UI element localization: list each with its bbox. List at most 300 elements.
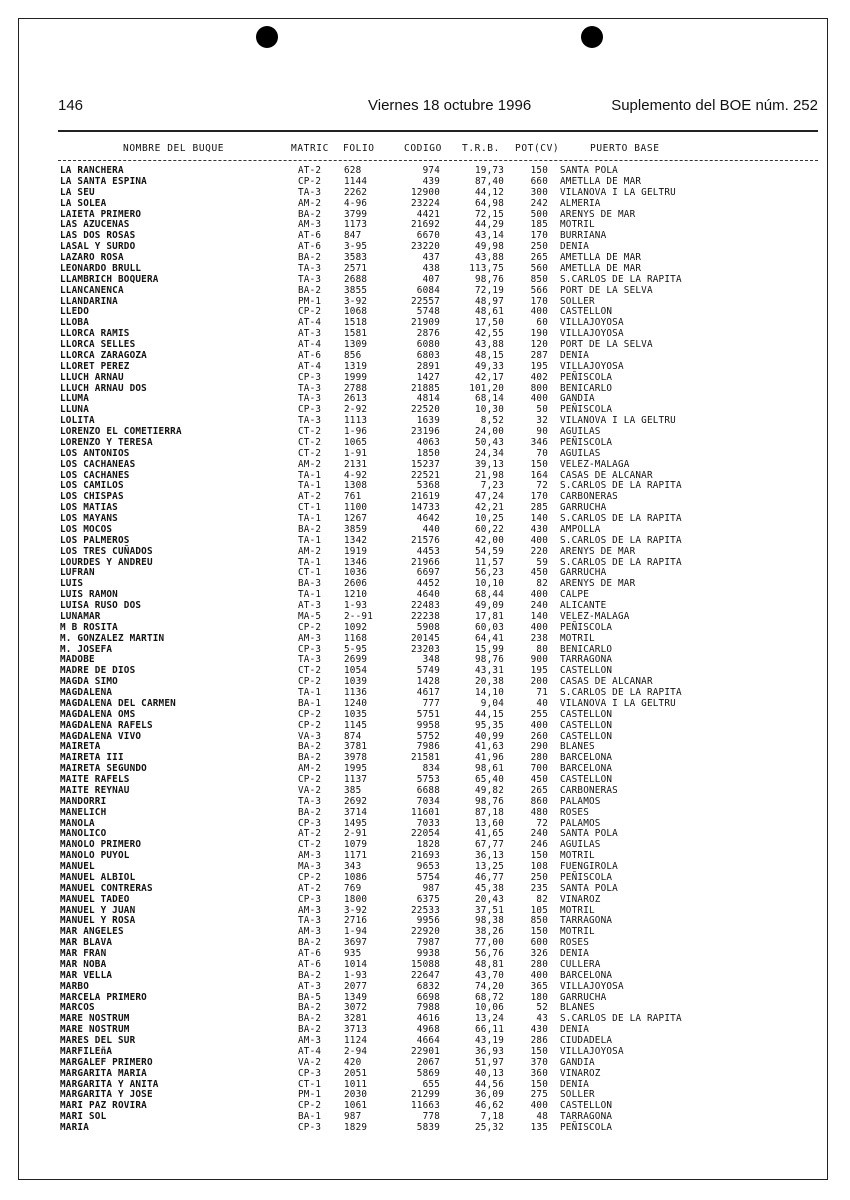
codigo-cell: 778: [422, 1111, 440, 1123]
folio-cell: 1518: [344, 317, 368, 329]
folio-cell: 1100: [344, 502, 368, 514]
vessel-name: LOS CHISPAS: [60, 491, 124, 503]
folio-cell: 1145: [344, 719, 368, 731]
codigo-cell: 6084: [416, 284, 440, 296]
table-row: [58, 982, 818, 993]
codigo-cell: 1428: [416, 676, 440, 688]
trb-cell: 113,75: [469, 262, 504, 274]
table-row: [58, 275, 818, 286]
table-row: [58, 286, 818, 297]
pot-cell: 286: [530, 1035, 548, 1046]
port-cell: CARBONERAS: [560, 491, 618, 503]
pot-cell: 246: [530, 839, 548, 851]
port-cell: VILLAJOYOSA: [560, 360, 624, 372]
vessel-name: MAGDALENA RAFELS: [60, 719, 153, 731]
matric-cell: AM-2: [298, 458, 322, 470]
matric-cell: AM-2: [298, 763, 322, 775]
matric-cell: AM-3: [298, 904, 322, 916]
trb-cell: 41,63: [475, 741, 504, 753]
trb-cell: 43,88: [475, 252, 504, 263]
codigo-cell: 9958: [416, 719, 440, 731]
codigo-cell: 6080: [416, 339, 440, 350]
pot-cell: 660: [530, 175, 548, 187]
vessel-name: M B ROSITA: [60, 621, 118, 633]
trb-cell: 49,98: [475, 241, 504, 253]
vessel-name: LLANDARINA: [60, 295, 118, 307]
pot-cell: 190: [530, 328, 548, 340]
folio-cell: 2-92: [344, 404, 368, 416]
port-cell: DENIA: [560, 1078, 589, 1090]
trb-cell: 42,21: [475, 502, 504, 514]
folio-cell: 2606: [344, 578, 368, 590]
vessel-name: LOS PALMEROS: [60, 534, 130, 546]
matric-cell: CT-2: [298, 839, 322, 851]
table-row: [58, 1069, 818, 1080]
trb-cell: 64,41: [475, 632, 504, 644]
vessel-name: LUISA RUSO DOS: [60, 600, 142, 611]
codigo-cell: 11663: [411, 1100, 440, 1112]
pot-cell: 300: [530, 186, 548, 198]
folio-cell: 1079: [344, 839, 368, 851]
folio-cell: 1342: [344, 534, 368, 546]
trb-cell: 10,10: [475, 578, 504, 590]
codigo-cell: 7986: [416, 741, 440, 753]
folio-cell: 420: [344, 1056, 362, 1068]
folio-cell: 1919: [344, 545, 368, 557]
folio-cell: 1-91: [344, 447, 368, 459]
trb-cell: 10,06: [475, 1002, 504, 1014]
table-row: [58, 808, 818, 819]
folio-cell: 1092: [344, 621, 368, 633]
port-cell: CASTELLON: [560, 774, 613, 785]
matric-cell: BA-5: [298, 991, 322, 1003]
table-row: [58, 884, 818, 895]
trb-cell: 44,12: [475, 186, 504, 198]
codigo-cell: 4616: [416, 1013, 440, 1025]
folio-cell: 2613: [344, 393, 368, 405]
codigo-cell: 4968: [416, 1024, 440, 1036]
port-cell: S.CARLOS DE LA RAPITA: [560, 1013, 682, 1025]
codigo-cell: 7988: [416, 1002, 440, 1014]
folio-cell: 1-93: [344, 600, 368, 611]
trb-cell: 56,76: [475, 948, 504, 959]
pot-cell: 400: [530, 534, 548, 546]
vessel-name: LLORCA SELLES: [60, 339, 136, 350]
matric-cell: AM-2: [298, 197, 322, 209]
port-cell: SANTA POLA: [560, 882, 618, 894]
codigo-cell: 11601: [411, 806, 440, 818]
port-cell: AMPOLLA: [560, 523, 601, 535]
codigo-cell: 655: [422, 1078, 440, 1090]
table-row: [58, 199, 818, 210]
trb-cell: 41,65: [475, 828, 504, 840]
trb-cell: 20,38: [475, 676, 504, 688]
pot-cell: 275: [530, 1089, 548, 1101]
matric-cell: CP-3: [298, 893, 322, 905]
vessel-name: LLORCA RAMIS: [60, 328, 130, 340]
folio-cell: 1144: [344, 175, 368, 187]
vessel-name: LAZARO ROSA: [60, 252, 124, 263]
codigo-cell: 5908: [416, 621, 440, 633]
port-cell: ALICANTE: [560, 600, 607, 611]
vessel-name: M. JOSEFA: [60, 643, 113, 655]
table-row: [58, 460, 818, 471]
trb-cell: 42,17: [475, 371, 504, 383]
folio-cell: 1349: [344, 991, 368, 1003]
folio-cell: 2--91: [344, 610, 373, 622]
matric-cell: AM-3: [298, 850, 322, 862]
matric-cell: MA-3: [298, 861, 322, 872]
matric-cell: AM-3: [298, 1035, 322, 1046]
trb-cell: 66,11: [475, 1024, 504, 1036]
folio-cell: 2077: [344, 980, 368, 992]
pot-cell: 850: [530, 915, 548, 927]
matric-cell: BA-2: [298, 284, 322, 296]
pot-cell: 120: [530, 339, 548, 350]
codigo-cell: 7034: [416, 795, 440, 807]
table-row: [58, 373, 818, 384]
trb-cell: 39,13: [475, 458, 504, 470]
pot-cell: 280: [530, 958, 548, 970]
port-cell: DENIA: [560, 349, 589, 361]
trb-cell: 42,00: [475, 534, 504, 546]
trb-cell: 87,18: [475, 806, 504, 818]
port-cell: BENICARLO: [560, 643, 613, 655]
codigo-cell: 23224: [411, 197, 440, 209]
table-row: [58, 1123, 818, 1134]
vessel-name: MARGARITA Y JOSE: [60, 1089, 153, 1101]
port-cell: PEÑISCOLA: [560, 871, 613, 883]
port-cell: PEÑISCOLA: [560, 436, 613, 448]
codigo-cell: 22533: [411, 904, 440, 916]
publication-title: Suplemento del BOE núm. 252: [611, 97, 818, 114]
codigo-cell: 2876: [416, 328, 440, 340]
vessel-name: LUIS RAMON: [60, 589, 118, 601]
codigo-cell: 4452: [416, 578, 440, 590]
codigo-cell: 2891: [416, 360, 440, 372]
codigo-cell: 974: [422, 165, 440, 176]
vessel-name: LLANCANENCA: [60, 284, 124, 296]
matric-cell: BA-2: [298, 252, 322, 263]
folio-cell: 3978: [344, 752, 368, 764]
matric-cell: CP-2: [298, 175, 322, 187]
matric-cell: CT-2: [298, 665, 322, 677]
port-cell: VELEZ-MALAGA: [560, 610, 630, 622]
trb-cell: 95,35: [475, 719, 504, 731]
vessel-name: MAR VELLA: [60, 969, 113, 981]
header-pot: POT(CV): [515, 143, 560, 154]
pot-cell: 170: [530, 491, 548, 503]
pot-cell: 52: [536, 1002, 548, 1014]
vessel-name: MANUEL: [60, 861, 95, 872]
pot-cell: 566: [530, 284, 548, 296]
pot-cell: 560: [530, 262, 548, 274]
port-cell: ALMERIA: [560, 197, 601, 209]
folio-cell: 1065: [344, 436, 368, 448]
matric-cell: PM-1: [298, 1089, 322, 1101]
codigo-cell: 15237: [411, 458, 440, 470]
folio-cell: 769: [344, 882, 362, 894]
codigo-cell: 21692: [411, 219, 440, 231]
vessel-name: LAIETA PRIMERO: [60, 208, 142, 220]
matric-cell: TA-1: [298, 469, 322, 481]
matric-cell: BA-2: [298, 1002, 322, 1014]
port-cell: VINAROZ: [560, 893, 601, 905]
port-cell: TARRAGONA: [560, 654, 613, 666]
folio-cell: 2-91: [344, 828, 368, 840]
codigo-cell: 4640: [416, 589, 440, 601]
folio-cell: 2716: [344, 915, 368, 927]
port-cell: PORT DE LA SELVA: [560, 339, 653, 350]
folio-cell: 2051: [344, 1067, 368, 1079]
codigo-cell: 4063: [416, 436, 440, 448]
trb-cell: 51,97: [475, 1056, 504, 1068]
matric-cell: CP-3: [298, 643, 322, 655]
matric-cell: AT-4: [298, 1045, 322, 1057]
trb-cell: 48,97: [475, 295, 504, 307]
pot-cell: 250: [530, 241, 548, 253]
matric-cell: CP-3: [298, 371, 322, 383]
matric-cell: TA-1: [298, 589, 322, 601]
codigo-cell: 22557: [411, 295, 440, 307]
port-cell: PEÑISCOLA: [560, 371, 613, 383]
matric-cell: TA-3: [298, 186, 322, 198]
port-cell: CASAS DE ALCANAR: [560, 676, 653, 688]
pot-cell: 600: [530, 937, 548, 949]
port-cell: DENIA: [560, 948, 589, 959]
port-cell: ARENYS DE MAR: [560, 578, 636, 590]
pot-cell: 850: [530, 273, 548, 285]
trb-cell: 36,93: [475, 1045, 504, 1057]
header-codigo: CODIGO: [404, 143, 442, 154]
trb-cell: 98,76: [475, 273, 504, 285]
codigo-cell: 439: [422, 175, 440, 187]
folio-cell: 343: [344, 861, 362, 872]
codigo-cell: 9956: [416, 915, 440, 927]
matric-cell: TA-1: [298, 687, 322, 698]
matric-cell: VA-2: [298, 1056, 322, 1068]
vessel-name: MAGDALENA DEL CARMEN: [60, 697, 176, 709]
vessel-name: M. GONZALEZ MARTIN: [60, 632, 165, 644]
codigo-cell: 7033: [416, 817, 440, 829]
pot-cell: 240: [530, 828, 548, 840]
matric-cell: VA-3: [298, 730, 322, 742]
codigo-cell: 9938: [416, 948, 440, 959]
trb-cell: 25,32: [475, 1122, 504, 1133]
port-cell: VILANOVA I LA GELTRU: [560, 415, 676, 427]
folio-cell: 1036: [344, 567, 368, 579]
matric-cell: BA-1: [298, 697, 322, 709]
folio-cell: 1-96: [344, 426, 368, 437]
pot-cell: 71: [536, 687, 548, 698]
matric-cell: CT-2: [298, 436, 322, 448]
codigo-cell: 4642: [416, 513, 440, 524]
codigo-cell: 21619: [411, 491, 440, 503]
punch-hole-right: [581, 26, 603, 48]
vessel-name: MANUEL Y JUAN: [60, 904, 136, 916]
vessel-name: MAGDALENA VIVO: [60, 730, 142, 742]
trb-cell: 10,25: [475, 513, 504, 524]
vessel-name: MANOLA: [60, 817, 95, 829]
vessel-name: MARE NOSTRUM: [60, 1024, 130, 1036]
port-cell: CALPE: [560, 589, 589, 601]
codigo-cell: 2067: [416, 1056, 440, 1068]
vessel-name: MANUEL ALBIOL: [60, 871, 136, 883]
codigo-cell: 22483: [411, 600, 440, 611]
codigo-cell: 6832: [416, 980, 440, 992]
folio-cell: 2-94: [344, 1045, 368, 1057]
trb-cell: 48,81: [475, 958, 504, 970]
port-cell: FUENGIROLA: [560, 861, 618, 872]
folio-cell: 5-95: [344, 643, 368, 655]
port-cell: VILANOVA I LA GELTRU: [560, 697, 676, 709]
pot-cell: 150: [530, 165, 548, 176]
port-cell: AGUILAS: [560, 426, 601, 437]
trb-cell: 98,76: [475, 654, 504, 666]
matric-cell: CT-1: [298, 1078, 322, 1090]
port-cell: PEÑISCOLA: [560, 621, 613, 633]
matric-cell: BA-3: [298, 578, 322, 590]
trb-cell: 37,51: [475, 904, 504, 916]
pot-cell: 400: [530, 1100, 548, 1112]
matric-cell: TA-3: [298, 262, 322, 274]
codigo-cell: 834: [422, 763, 440, 775]
trb-cell: 49,82: [475, 784, 504, 796]
pot-cell: 70: [536, 447, 548, 459]
folio-cell: 1124: [344, 1035, 368, 1046]
matric-cell: CP-2: [298, 621, 322, 633]
pot-cell: 255: [530, 708, 548, 720]
folio-cell: 1035: [344, 708, 368, 720]
pot-cell: 140: [530, 513, 548, 524]
matric-cell: BA-2: [298, 741, 322, 753]
port-cell: ROSES: [560, 806, 589, 818]
matric-cell: TA-3: [298, 795, 322, 807]
pot-cell: 135: [530, 1122, 548, 1133]
folio-cell: 1210: [344, 589, 368, 601]
matric-cell: AT-4: [298, 339, 322, 350]
pot-cell: 82: [536, 578, 548, 590]
vessel-name: MAGDALENA: [60, 687, 113, 698]
vessel-name: LOS CAMILOS: [60, 480, 124, 492]
trb-cell: 60,22: [475, 523, 504, 535]
trb-cell: 44,56: [475, 1078, 504, 1090]
matric-cell: CP-3: [298, 1067, 322, 1079]
matric-cell: CP-2: [298, 676, 322, 688]
pot-cell: 170: [530, 295, 548, 307]
folio-cell: 1011: [344, 1078, 368, 1090]
pot-cell: 346: [530, 436, 548, 448]
port-cell: CASTELLON: [560, 730, 613, 742]
pot-cell: 140: [530, 610, 548, 622]
matric-cell: CP-2: [298, 1100, 322, 1112]
codigo-cell: 23203: [411, 643, 440, 655]
trb-cell: 43,88: [475, 339, 504, 350]
folio-cell: 1-94: [344, 926, 368, 938]
pot-cell: 59: [536, 556, 548, 568]
folio-cell: 4-92: [344, 469, 368, 481]
vessel-name: MARI PAZ ROVIRA: [60, 1100, 147, 1112]
pot-cell: 195: [530, 665, 548, 677]
codigo-cell: 5368: [416, 480, 440, 492]
matric-cell: TA-3: [298, 393, 322, 405]
trb-cell: 36,09: [475, 1089, 504, 1101]
codigo-cell: 12900: [411, 186, 440, 198]
trb-cell: 20,43: [475, 893, 504, 905]
port-cell: MOTRIL: [560, 904, 595, 916]
port-cell: SANTA POLA: [560, 165, 618, 176]
trb-cell: 17,50: [475, 317, 504, 329]
matric-cell: AM-3: [298, 926, 322, 938]
table-row: [58, 797, 818, 808]
table-header: [58, 143, 818, 159]
folio-cell: 2699: [344, 654, 368, 666]
port-cell: SANTA POLA: [560, 828, 618, 840]
codigo-cell: 5748: [416, 306, 440, 318]
folio-cell: 1267: [344, 513, 368, 524]
port-cell: BLANES: [560, 741, 595, 753]
vessel-name: MAIRETA SEGUNDO: [60, 763, 147, 775]
trb-cell: 49,33: [475, 360, 504, 372]
codigo-cell: 6697: [416, 567, 440, 579]
pot-cell: 82: [536, 893, 548, 905]
codigo-cell: 21581: [411, 752, 440, 764]
pot-cell: 500: [530, 208, 548, 220]
trb-cell: 14,10: [475, 687, 504, 698]
pot-cell: 240: [530, 600, 548, 611]
pot-cell: 105: [530, 904, 548, 916]
trb-cell: 15,99: [475, 643, 504, 655]
vessel-name: LLORCA ZARAGOZA: [60, 349, 147, 361]
port-cell: S.CARLOS DE LA RAPITA: [560, 513, 682, 524]
matric-cell: AT-3: [298, 600, 322, 611]
port-cell: AMETLLA DE MAR: [560, 175, 642, 187]
matric-cell: AM-3: [298, 632, 322, 644]
trb-cell: 46,62: [475, 1100, 504, 1112]
matric-cell: TA-3: [298, 415, 322, 427]
codigo-cell: 6803: [416, 349, 440, 361]
folio-cell: 1319: [344, 360, 368, 372]
trb-cell: 36,13: [475, 850, 504, 862]
port-cell: BARCELONA: [560, 752, 613, 764]
codigo-cell: 4421: [416, 208, 440, 220]
folio-cell: 4-96: [344, 197, 368, 209]
folio-cell: 847: [344, 230, 362, 242]
vessel-name: LLEDO: [60, 306, 89, 318]
folio-cell: 1173: [344, 219, 368, 231]
vessel-name: MANDORRI: [60, 795, 107, 807]
header-nombre: NOMBRE DEL BUQUE: [123, 143, 225, 154]
vessel-name: LLUNA: [60, 404, 89, 416]
folio-cell: 2262: [344, 186, 368, 198]
vessel-name: LOS CACHANES: [60, 469, 130, 481]
pot-cell: 43: [536, 1013, 548, 1025]
trb-cell: 13,25: [475, 861, 504, 872]
matric-cell: AT-6: [298, 230, 322, 242]
matric-cell: AT-4: [298, 317, 322, 329]
vessel-name: LLOBA: [60, 317, 89, 329]
port-cell: GARRUCHA: [560, 567, 607, 579]
port-cell: AMETLLA DE MAR: [560, 252, 642, 263]
codigo-cell: 21576: [411, 534, 440, 546]
vessel-name: MAIRETA: [60, 741, 101, 753]
pot-cell: 280: [530, 752, 548, 764]
port-cell: MOTRIL: [560, 926, 595, 938]
port-cell: VINAROZ: [560, 1067, 601, 1079]
port-cell: CASTELLON: [560, 719, 613, 731]
pot-cell: 80: [536, 643, 548, 655]
folio-cell: 3-92: [344, 904, 368, 916]
